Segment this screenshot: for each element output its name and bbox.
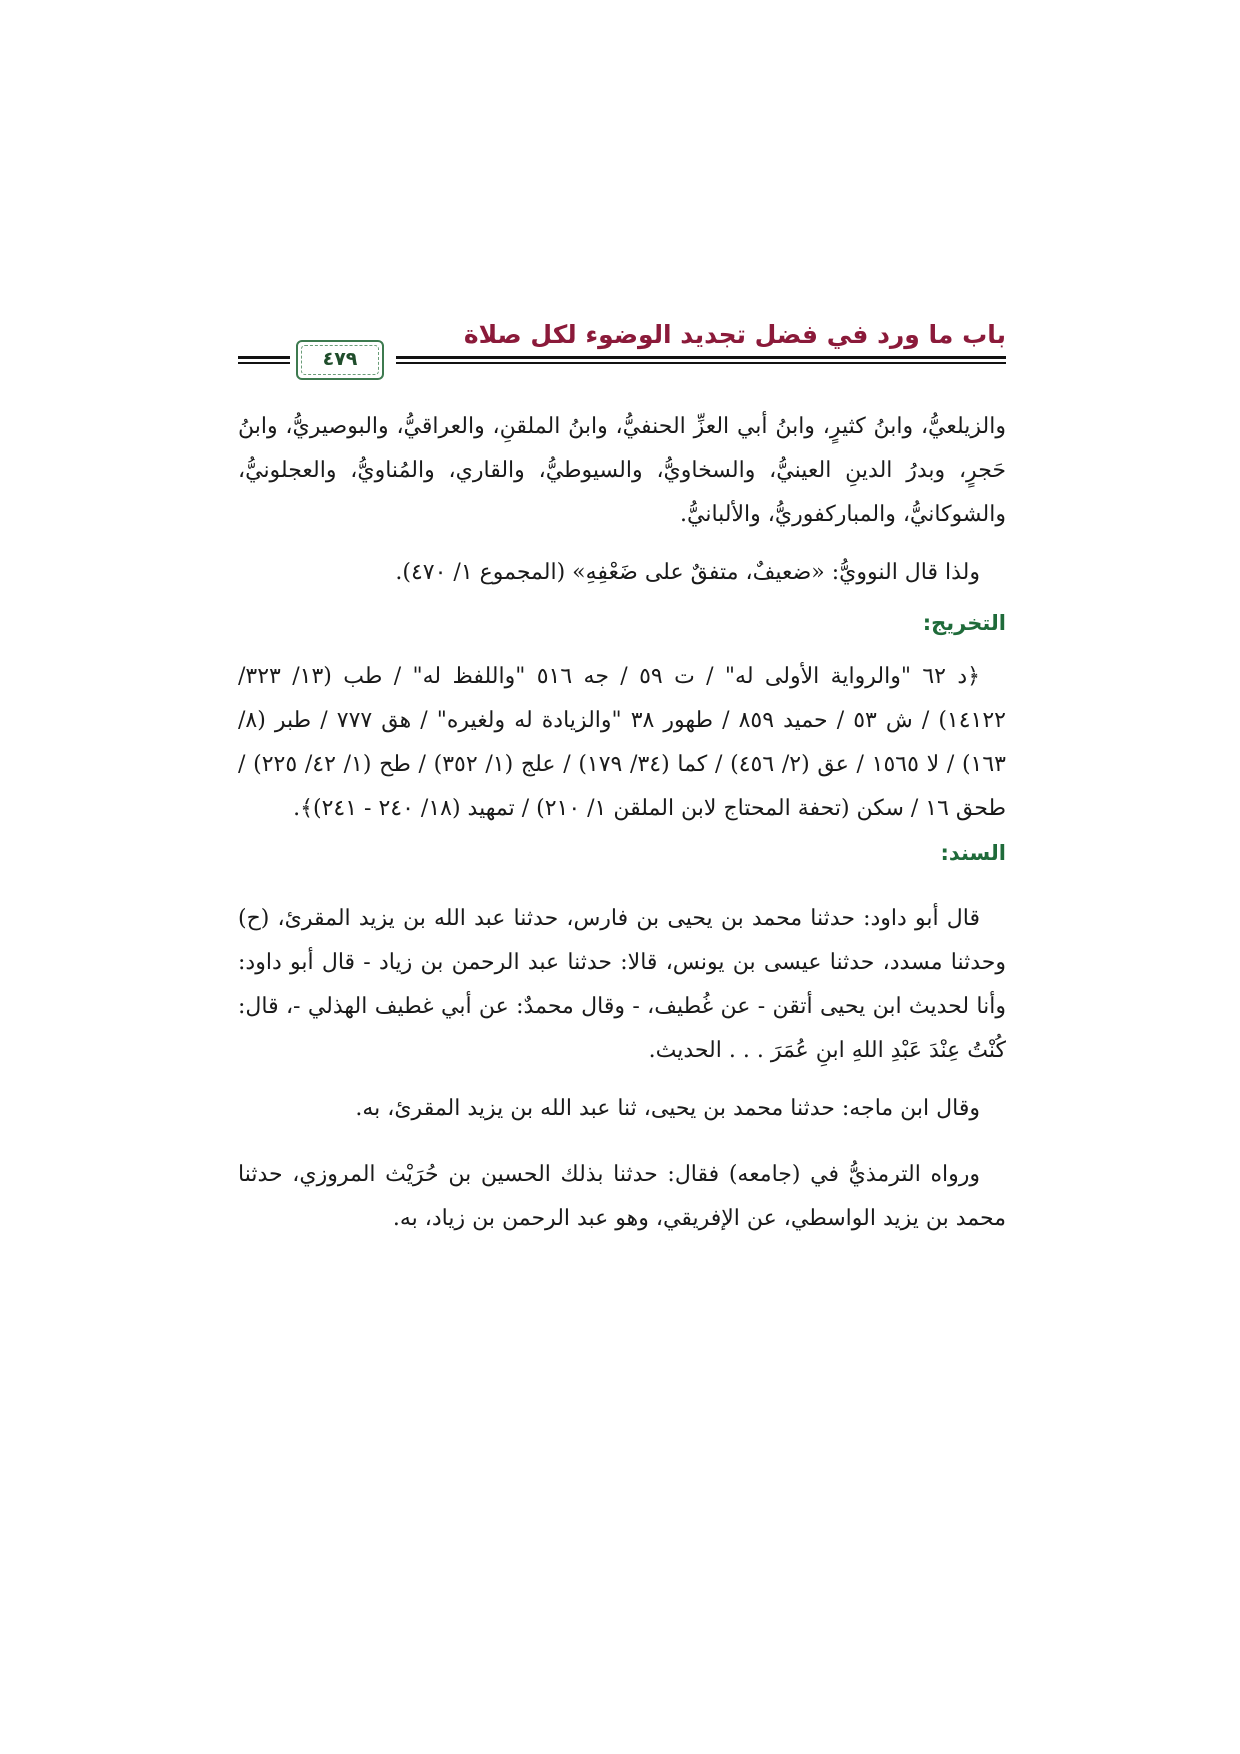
header-rule-right-bottom bbox=[396, 362, 1006, 364]
chapter-title: باب ما ورد في فضل تجديد الوضوء لكل صلاة bbox=[463, 320, 1006, 349]
sanad-tirmidhi: ورواه الترمذيُّ في (جامعه) فقال: حدثنا بذلك الحسين بن حُرَيْث المروزي، حدثنا محمد بن يزيد الواسطي، عن الإفريقي، وهو عبد الرحمن بن زياد، به. bbox=[238, 1162, 1006, 1231]
header-rule-right-top bbox=[396, 356, 1006, 359]
main-text bbox=[238, 405, 1006, 1241]
sanad-abu-dawud: قال أبو داود: حدثنا محمد بن يحيى بن فارس، حدثنا عبد الله بن يزيد المقرئ، (ح) وحدثنا مسدد، حدثنا عيسى بن يونس، قالا: حدثنا عبد الرحمن بن زياد - قال أبو داود: وأنا لحديث ابن يحيى أتقن - عن غُطيف، - وقال محمدٌ: عن أبي غطيف الهذلي -، قال: كُنْتُ عِنْدَ عَبْدِ اللهِ ابنِ عُمَرَ . . . الحديث. bbox=[238, 906, 1006, 1063]
header-rule-left-top bbox=[238, 356, 290, 359]
header-rule-left-bottom bbox=[238, 362, 290, 364]
page-header bbox=[238, 316, 1006, 382]
paragraph-scholars: والزيلعيُّ، وابنُ كثيرٍ، وابنُ أبي العزِّ الحنفيُّ، وابنُ الملقنِ، والعراقيُّ، والبوصيريُّ، وابنُ حَجرٍ، وبدرُ الدينِ العينيُّ، والسخاويُّ، والسيوطيُّ، والقاري، والمُناويُّ، والعجلونيُّ، والشوكانيُّ، والمباركفوريُّ، والألبانيُّ. bbox=[238, 414, 1006, 527]
sanad-ibn-majah: وقال ابن ماجه: حدثنا محمد بن يحيى، ثنا عبد الله بن يزيد المقرئ، به. bbox=[355, 1096, 980, 1121]
page-number-badge bbox=[296, 340, 384, 380]
sanad-heading: السند: bbox=[940, 841, 1006, 865]
takhrij-references: ﴿د ٦٢ "والرواية الأولى له" / ت ٥٩ / جه ٥١٦ "واللفظ له" / طب (١٣/ ٣٢٣/ ١٤١٢٢) / ش ٥٣ / حميد ٨٥٩ / طهور ٣٨ "والزيادة له ولغيره" / هق ٧٧٧ / طبر (٨/ ١٦٣) / لا ١٥٦٥ / عق (٢/ ٤٥٦) / كما (٣٤/ ١٧٩) / علج (١/ ٣٥٢) / طح (١/ ٤٢/ ٢٢٥) / طحق ١٦ / سكن (تحفة المحتاج لابن الملقن ١/ ٢١٠) / تمهيد (١٨/ ٢٤٠ - ٢٤١)﴾. bbox=[238, 664, 1006, 821]
page-number: ٤٧٩ bbox=[322, 348, 358, 370]
paragraph-nawawi-quote: ولذا قال النوويُّ: «ضعيفٌ، متفقٌ على ضَعْفِهِ» (المجموع ١/ ٤٧٠). bbox=[395, 560, 980, 585]
takhrij-heading: التخريج: bbox=[922, 611, 1006, 635]
